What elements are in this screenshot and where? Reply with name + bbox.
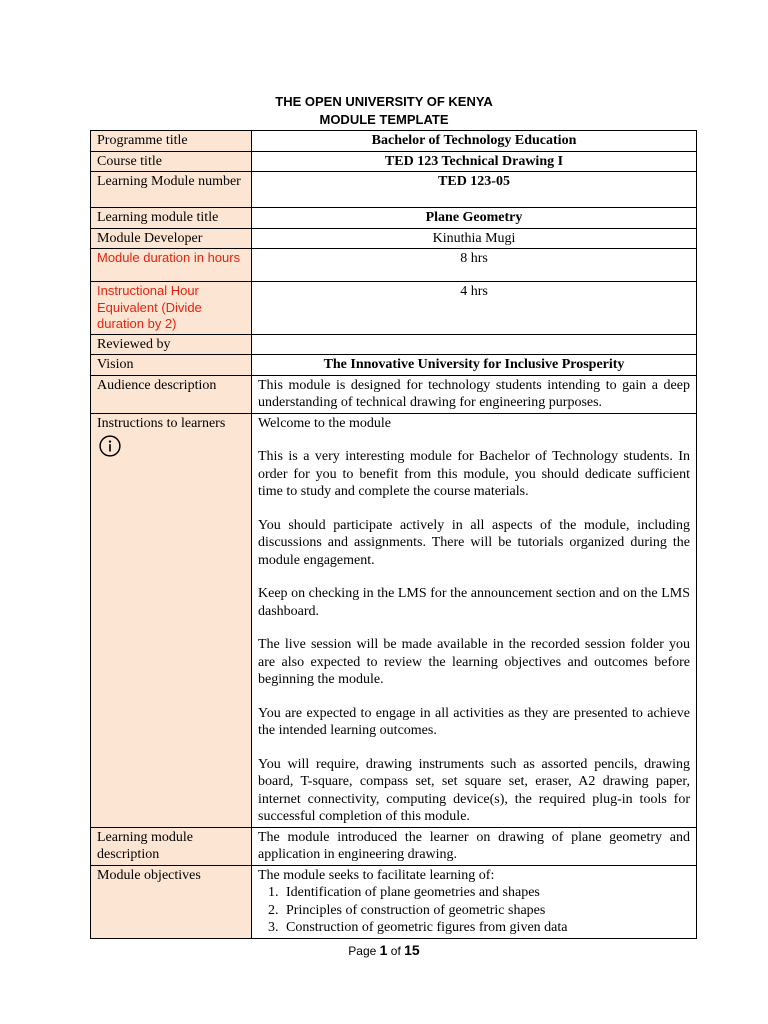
value-course-title: TED 123 Technical Drawing I <box>252 151 697 172</box>
row-module-title <box>91 208 697 229</box>
instructions-paragraph: This is a very interesting module for Bachelor of Technology students. In order for you to benefit from this module, you should dedicate sufficient time to study and complete the course materials. <box>258 449 690 499</box>
row-course-title <box>91 151 697 172</box>
label-reviewed-by: Reviewed by <box>91 334 252 355</box>
row-module-objectives <box>91 865 697 938</box>
label-programme-title: Programme title <box>91 131 252 152</box>
instructions-paragraph: You should participate actively in all aspects of the module, including discussions and assignments. There will be tutorials organized during the module engagement. <box>258 517 690 568</box>
objective-item: 2. Principles of construction of geometric shapes <box>282 902 690 920</box>
objective-item: 1. Identification of plane geometries and shapes <box>282 884 690 902</box>
of-word: of <box>390 944 401 958</box>
value-reviewed-by <box>252 334 697 355</box>
label-instructional-hours: Instructional Hour Equivalent (Divide duration by 2) <box>91 282 252 335</box>
row-instructions <box>91 413 697 827</box>
page-total: 15 <box>404 942 420 958</box>
label-module-number: Learning Module number <box>91 172 252 208</box>
label-module-duration: Module duration in hours <box>91 249 252 282</box>
document-type: MODULE TEMPLATE <box>319 112 449 127</box>
label-instructions: Instructions to learners <box>97 415 226 431</box>
label-module-description: Learning module description <box>91 827 252 865</box>
page-word: Page <box>348 944 377 958</box>
page-footer <box>0 942 768 958</box>
document-header <box>0 93 768 129</box>
module-template-table <box>90 130 697 939</box>
institution-name: THE OPEN UNIVERSITY OF KENYA <box>275 94 493 109</box>
instructions-paragraph: You will require, drawing instruments such as assorted pencils, drawing board, T-square, compass set, set square set, eraser, A2 drawing paper, internet connectivity, computing device(s), the required plug-in tools for successful completion of this module. <box>258 756 690 824</box>
info-icon <box>99 435 121 457</box>
value-module-duration: 8 hrs <box>252 249 697 282</box>
objectives-list <box>258 884 690 937</box>
row-module-number <box>91 172 697 208</box>
instructions-paragraph: Keep on checking in the LMS for the announcement section and on the LMS dashboard. <box>258 586 690 619</box>
objective-item: 3. Construction of geometric figures from given data <box>282 919 690 937</box>
instructions-paragraph: Welcome to the module <box>258 415 391 431</box>
row-instructional-hours <box>91 282 697 335</box>
value-audience: This module is designed for technology students intending to gain a deep understanding of technical drawing for engineering purposes. <box>252 375 697 413</box>
row-programme-title <box>91 131 697 152</box>
label-module-title: Learning module title <box>91 208 252 229</box>
label-module-objectives: Module objectives <box>91 865 252 938</box>
value-module-objectives <box>252 865 697 938</box>
label-module-developer: Module Developer <box>91 228 252 249</box>
row-module-developer <box>91 228 697 249</box>
value-vision: The Innovative University for Inclusive Prosperity <box>252 355 697 376</box>
value-instructional-hours: 4 hrs <box>252 282 697 335</box>
row-module-description <box>91 827 697 865</box>
value-module-description: The module introduced the learner on drawing of plane geometry and application in engineering drawing. <box>252 827 697 865</box>
page-current: 1 <box>379 942 388 958</box>
instructions-paragraph: You are expected to engage in all activities as they are presented to achieve the intended learning outcomes. <box>258 705 690 738</box>
instructions-paragraph: The live session will be made available in the recorded session folder you are also expected to review the learning objectives and outcomes before beginning the module. <box>258 637 690 687</box>
row-vision <box>91 355 697 376</box>
value-instructions <box>252 413 697 827</box>
value-programme-title: Bachelor of Technology Education <box>252 131 697 152</box>
label-cell-instructions <box>91 413 252 827</box>
value-module-developer: Kinuthia Mugi <box>252 228 697 249</box>
label-audience: Audience description <box>91 375 252 413</box>
value-module-number: TED 123-05 <box>252 172 697 208</box>
objectives-intro: The module seeks to facilitate learning of: <box>258 867 495 883</box>
row-reviewed-by <box>91 334 697 355</box>
value-module-title: Plane Geometry <box>252 208 697 229</box>
label-course-title: Course title <box>91 151 252 172</box>
row-audience <box>91 375 697 413</box>
label-vision: Vision <box>91 355 252 376</box>
row-module-duration <box>91 249 697 282</box>
